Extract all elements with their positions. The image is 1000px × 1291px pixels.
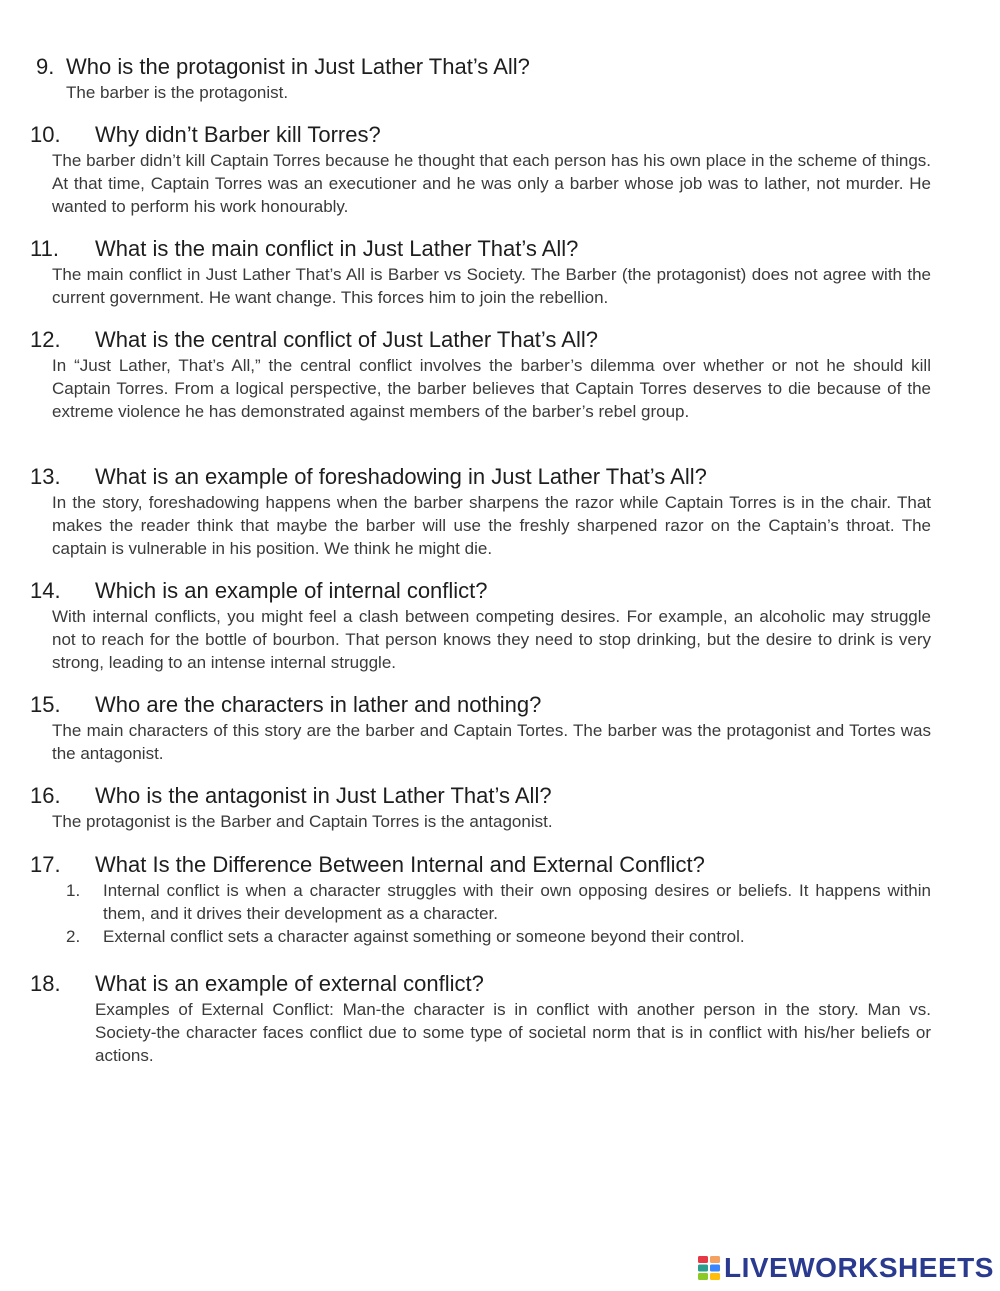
answer-text: The main characters of this story are the barber and Captain Tortes. The barber was the protagonist and Tortes was the antagonist. bbox=[52, 721, 931, 763]
question-10 bbox=[0, 121, 1000, 218]
answer-text: Examples of External Conflict: Man-the character is in conflict with another person in the story. Man vs. Society-the character faces conflict due to some type of societal norm that is in conflict with his/her beliefs or actions. bbox=[95, 1000, 931, 1065]
question-number: 10. bbox=[30, 122, 61, 147]
question-text: What Is the Difference Between Internal and External Conflict? bbox=[95, 852, 705, 877]
list-item-text: Internal conflict is when a character struggles with their own opposing desires or beliefs. It happens within them, and it drives their development as a character. bbox=[103, 881, 931, 923]
question-text: What is the central conflict of Just Lather That’s All? bbox=[95, 327, 598, 352]
question-text: Who is the protagonist in Just Lather That’s All? bbox=[66, 54, 530, 79]
answer-text: In the story, foreshadowing happens when the barber sharpens the razor while Captain Torres is in the chair. That makes the reader think that maybe the barber will use the freshly sharpened razor on the Captain’s throat. The captain is vulnerable in his position. We think he might die. bbox=[52, 493, 931, 558]
question-12 bbox=[0, 326, 1000, 423]
answer-text: The main conflict in Just Lather That’s All is Barber vs Society. The Barber (the protagonist) does not agree with the current government. He want change. This forces him to join the rebellion. bbox=[52, 265, 931, 307]
list-item bbox=[0, 879, 1000, 925]
question-number: 12. bbox=[30, 327, 61, 352]
question-number: 13. bbox=[30, 464, 61, 489]
question-number: 16. bbox=[30, 783, 61, 808]
question-number: 18. bbox=[30, 971, 61, 996]
list-item-number: 1. bbox=[66, 881, 81, 900]
question-16 bbox=[0, 782, 1000, 833]
question-number: 15. bbox=[30, 692, 61, 717]
question-18 bbox=[0, 970, 1000, 1067]
question-text: Which is an example of internal conflict? bbox=[95, 578, 488, 603]
question-17 bbox=[0, 851, 1000, 948]
question-14 bbox=[0, 577, 1000, 674]
question-text: Who are the characters in lather and nothing? bbox=[95, 692, 542, 717]
question-text: What is an example of foreshadowing in Just Lather That’s All? bbox=[95, 464, 707, 489]
question-number: 17. bbox=[30, 852, 61, 877]
answer-text: The barber is the protagonist. bbox=[66, 83, 289, 102]
question-text: What is the main conflict in Just Lather That’s All? bbox=[95, 236, 579, 261]
list-item-text: External conflict sets a character against something or someone beyond their control. bbox=[103, 927, 745, 946]
question-11 bbox=[0, 235, 1000, 309]
question-15 bbox=[0, 691, 1000, 765]
question-number: 9. bbox=[36, 54, 55, 79]
answer-text: The barber didn’t kill Captain Torres because he thought that each person has his own place in the scheme of things. At that time, Captain Torres was an executioner and he was only a barber whose job was to lather, not murder. He wanted to perform his work honourably. bbox=[52, 151, 931, 216]
logo-blocks-icon bbox=[698, 1256, 720, 1280]
question-number: 11. bbox=[30, 236, 59, 261]
question-number: 14. bbox=[30, 578, 61, 603]
question-text: What is an example of external conflict? bbox=[95, 971, 484, 996]
question-9 bbox=[0, 53, 1000, 104]
answer-text: With internal conflicts, you might feel a clash between competing desires. For example, an alcoholic may struggle not to reach for the bottle of bourbon. That person knows they need to stop drinking, but the desire to drink is very strong, leading to an intense internal struggle. bbox=[52, 607, 931, 672]
liveworksheets-logo bbox=[698, 1253, 994, 1283]
question-text: Who is the antagonist in Just Lather That’s All? bbox=[95, 783, 552, 808]
question-text: Why didn’t Barber kill Torres? bbox=[95, 122, 381, 147]
question-13 bbox=[0, 463, 1000, 560]
list-item-number: 2. bbox=[66, 927, 81, 946]
answer-text: In “Just Lather, That’s All,” the central conflict involves the barber’s dilemma over whether or not he should kill Captain Torres. From a logical perspective, the barber believes that Captain Torres deserves to die because of the extreme violence he has demonstrated against members of the barber’s rebel group. bbox=[52, 356, 931, 421]
list-item bbox=[0, 925, 1000, 948]
logo-text: LIVEWORKSHEETS bbox=[724, 1252, 994, 1283]
answer-text: The protagonist is the Barber and Captain Torres is the antagonist. bbox=[52, 812, 553, 831]
